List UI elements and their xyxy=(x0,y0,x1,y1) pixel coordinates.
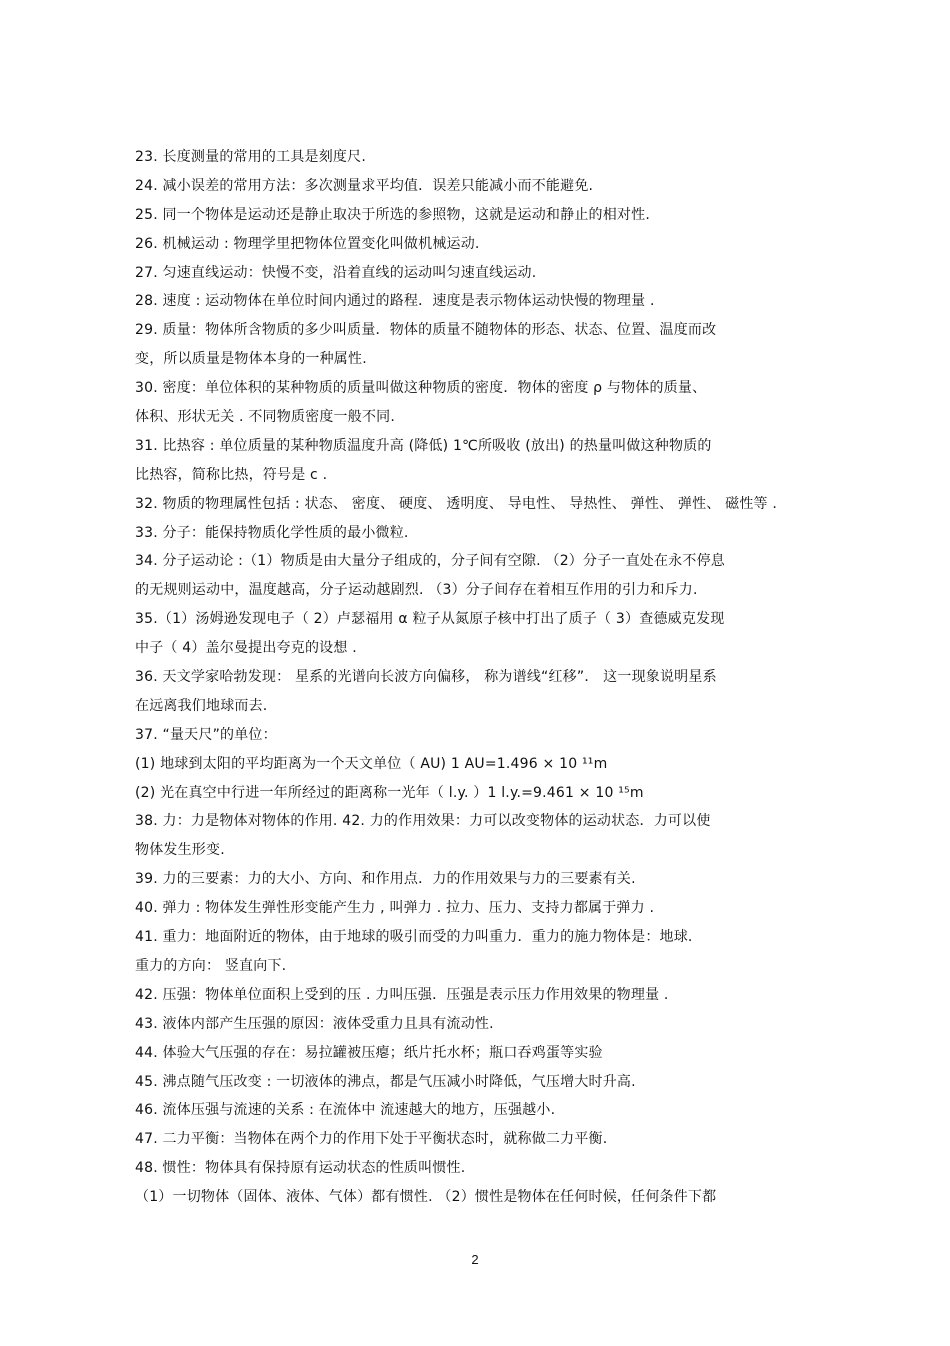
text-line-31-cont: 比热容，简称比热，符号是 c . xyxy=(135,466,328,483)
text-line-30-cont: 体积、形状无关 . 不同物质密度一般不同. xyxy=(135,409,395,426)
text-line-27: 27. 匀速直线运动：快慢不变，沿着直线的运动叫匀速直线运动. xyxy=(135,264,537,281)
text-line-37: 37. “量天尺”的单位： xyxy=(135,726,277,743)
text-line-36: 36. 天文学家哈勃发现： 星系的光谱向长波方向偏移， 称为谱线“红移”． 这一现象说明星系 xyxy=(135,669,717,686)
text-line-44: 44. 体验大气压强的存在：易拉罐被压瘪；纸片托水杯；瓶口吞鸡蛋等实验 xyxy=(135,1044,603,1061)
text-line-41: 41. 重力：地面附近的物体，由于地球的吸引而受的力叫重力．重力的施力物体是：地球. xyxy=(135,929,693,946)
document-body xyxy=(135,143,825,1212)
text-line-26: 26. 机械运动 : 物理学里把物体位置变化叫做机械运动. xyxy=(135,235,480,252)
text-line-39: 39. 力的三要素：力的大小、方向、和作用点．力的作用效果与力的三要素有关. xyxy=(135,871,636,888)
text-line-33: 33. 分子：能保持物质化学性质的最小微粒. xyxy=(135,524,409,541)
text-line-31: 31. 比热容 : 单位质量的某种物质温度升高 (降低) 1℃所吸收 (放出) 的热量叫做这种物质的 xyxy=(135,437,712,454)
text-line-35: 35.（1）汤姆逊发现电子（ 2）卢瑟福用 α 粒子从氮原子核中打出了质子（ 3）查德威克发现 xyxy=(135,611,725,628)
page-number: 2 xyxy=(471,1252,479,1267)
text-line-43: 43. 液体内部产生压强的原因：液体受重力且具有流动性. xyxy=(135,1015,494,1032)
text-line-29-cont: 变，所以质量是物体本身的一种属性. xyxy=(135,351,367,368)
text-line-40: 40. 弹力 : 物体发生弹性形变能产生力 , 叫弹力 . 拉力、压力、支持力都属于弹力 . xyxy=(135,900,655,917)
text-line-37-item-1: (1) 地球到太阳的平均距离为一个天文单位（ AU) 1 AU=1.496 × 10 ¹¹m xyxy=(135,755,608,772)
text-line-24: 24. 减小误差的常用方法：多次测量求平均值．误差只能减小而不能避免. xyxy=(135,177,594,194)
text-line-38-cont: 物体发生形变. xyxy=(135,842,225,859)
text-line-34-cont: 的无规则运动中，温度越高，分子运动越剧烈. （3）分子间存在着相互作用的引力和斥力. xyxy=(135,582,698,599)
text-line-42: 42. 压强：物体单位面积上受到的压 . 力叫压强．压强是表示压力作用效果的物理量 . xyxy=(135,986,669,1003)
text-line-34: 34. 分子运动论 :（1）物质是由大量分子组成的，分子间有空隙. （2）分子一直处在永不停息 xyxy=(135,553,725,570)
text-line-35-cont: 中子（ 4）盖尔曼提出夸克的设想 . xyxy=(135,640,357,657)
text-line-30: 30. 密度：单位体积的某种物质的质量叫做这种物质的密度．物体的密度 ρ 与物体的质量、 xyxy=(135,380,707,397)
text-line-37-item-2: (2) 光在真空中行进一年所经过的距离称一光年（ l.y. ）1 l.y.=9.461 × 10 ¹⁵m xyxy=(135,784,644,801)
text-line-38: 38. 力：力是物体对物体的作用. 42. 力的作用效果：力可以改变物体的运动状态．力可以使 xyxy=(135,813,711,830)
text-line-46: 46. 流体压强与流速的关系 : 在流体中 流速越大的地方，压强越小. xyxy=(135,1102,556,1119)
text-line-41-cont: 重力的方向： 竖直向下. xyxy=(135,957,287,974)
text-line-36-cont: 在远离我们地球而去. xyxy=(135,697,268,714)
text-line-47: 47. 二力平衡：当物体在两个力的作用下处于平衡状态时，就称做二力平衡. xyxy=(135,1131,608,1148)
text-line-45: 45. 沸点随气压改变 : 一切液体的沸点，都是气压减小时降低，气压增大时升高. xyxy=(135,1073,636,1090)
text-line-48-cont: （1）一切物体（固体、液体、气体）都有惯性. （2）惯性是物体在任何时候，任何条件下都 xyxy=(135,1189,717,1206)
text-line-48: 48. 惯性：物体具有保持原有运动状态的性质叫惯性. xyxy=(135,1160,466,1177)
text-line-29: 29. 质量：物体所含物质的多少叫质量．物体的质量不随物体的形态、状态、位置、温度而改 xyxy=(135,322,717,339)
text-line-32: 32. 物质的物理属性包括 : 状态、 密度、 硬度、 透明度、 导电性、 导热性、 弹性、 弹性、 磁性等 . xyxy=(135,495,778,512)
text-line-23: 23. 长度测量的常用的工具是刻度尺. xyxy=(135,149,366,165)
text-line-25: 25. 同一个物体是运动还是静止取决于所选的参照物，这就是运动和静止的相对性. xyxy=(135,206,650,223)
text-line-28: 28. 速度 : 运动物体在单位时间内通过的路程．速度是表示物体运动快慢的物理量 . xyxy=(135,293,655,310)
